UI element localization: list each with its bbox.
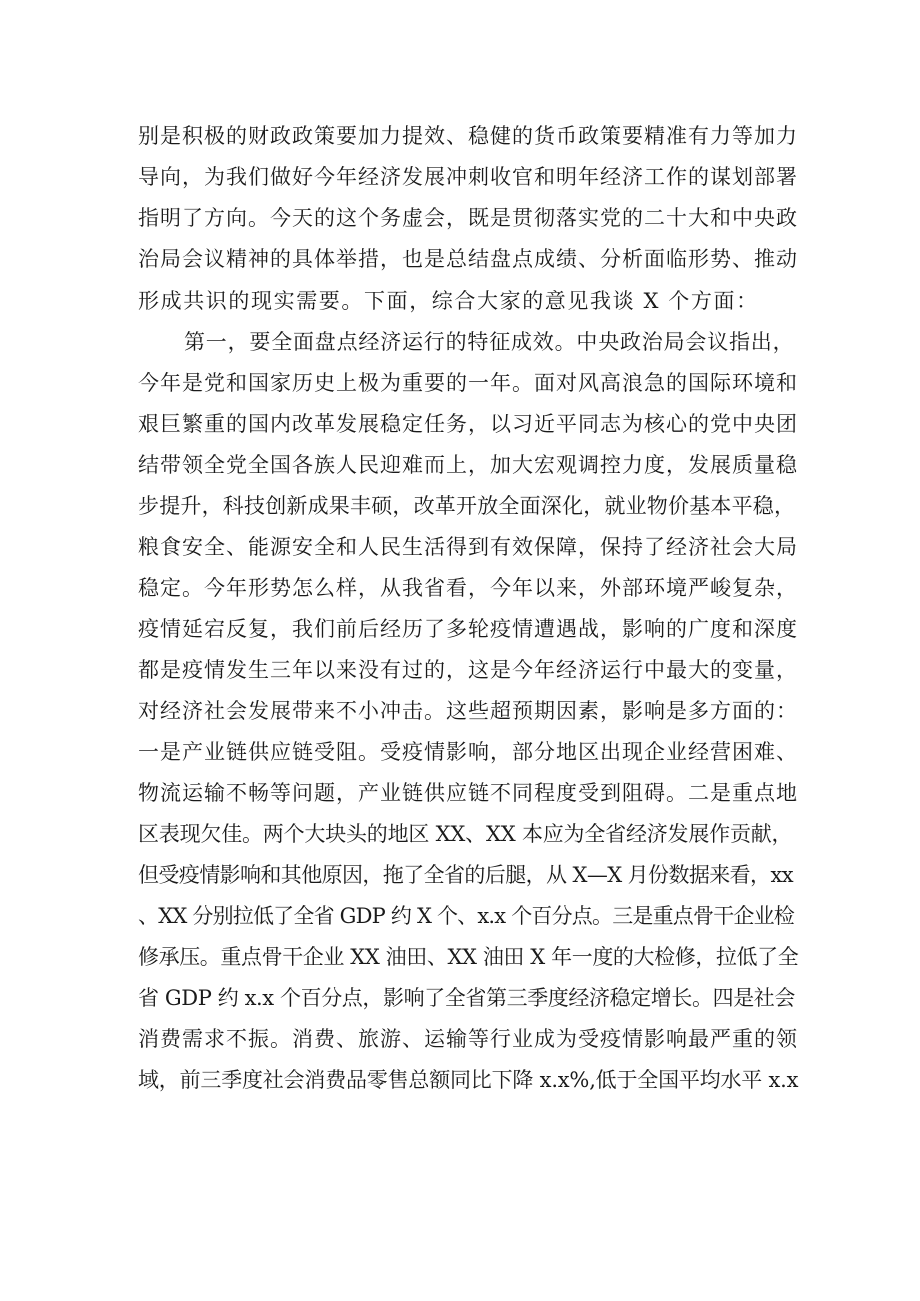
text-line: 修承压。重点骨干企业 XX 油田、XX 油田 X 年一度的大检修，拉低了全 xyxy=(138,945,799,969)
text-line: 今年是党和国家历史上极为重要的一年。面对风高浪急的国际环境和 xyxy=(138,371,798,395)
text-line: 物流运输不畅等问题，产业链供应链不同程度受到阻碍。二是重点地 xyxy=(138,781,798,805)
text-line: 形成共识的现实需要。下面，综合大家的意见我谈 X 个方面： xyxy=(138,289,759,313)
text-line: 指明了方向。今天的这个务虚会，既是贯彻落实党的二十大和中央政 xyxy=(138,206,798,230)
text-line: 稳定。今年形势怎么样，从我省看，今年以来，外部环境严峻复杂， xyxy=(138,576,798,600)
text-line: 导向，为我们做好今年经济发展冲刺收官和明年经济工作的谋划部署 xyxy=(138,165,798,189)
text-line: 步提升，科技创新成果丰硕，改革开放全面深化，就业物价基本平稳， xyxy=(138,494,796,518)
text-line: 域，前三季度社会消费品零售总额同比下降 x.x%,低于全国平均水平 x.x xyxy=(138,1068,799,1092)
text-line: 粮食安全、能源安全和人民生活得到有效保障，保持了经济社会大局 xyxy=(138,535,798,559)
text-line: 一是产业链供应链受阻。受疫情影响，部分地区出现企业经营困难、 xyxy=(138,740,798,764)
text-line: 但受疫情影响和其他原因，拖了全省的后腿，从 X—X 月份数据来看，xx xyxy=(138,863,793,887)
text-line: 对经济社会发展带来不小冲击。这些超预期因素，影响是多方面的： xyxy=(138,699,798,723)
text-line: 都是疫情发生三年以来没有过的，这是今年经济运行中最大的变量， xyxy=(138,658,798,682)
paragraph-first-line: 第一，要全面盘点经济运行的特征成效。中央政治局会议指出， xyxy=(184,330,795,354)
text-line: 别是积极的财政政策要加力提效、稳健的货币政策要精准有力等加力 xyxy=(138,124,798,148)
text-line: 疫情延宕反复，我们前后经历了多轮疫情遭遇战，影响的广度和深度 xyxy=(138,617,798,641)
text-line: 结带领全党全国各族人民迎难而上，加大宏观调控力度，发展质量稳 xyxy=(138,453,798,477)
text-line: 治局会议精神的具体举措，也是总结盘点成绩、分析面临形势、推动 xyxy=(138,247,798,271)
text-line: 艰巨繁重的国内改革发展稳定任务，以习近平同志为核心的党中央团 xyxy=(138,412,798,436)
text-line: 区表现欠佳。两个大块头的地区 XX、XX 本应为全省经济发展作贡献， xyxy=(138,822,793,846)
text-line: 、XX 分别拉低了全省 GDP 约 X 个、x.x 个百分点。三是重点骨干企业检 xyxy=(138,904,795,928)
text-line: 省 GDP 约 x.x 个百分点，影响了全省第三季度经济稳定增长。四是社会 xyxy=(138,986,796,1010)
text-line: 消费需求不振。消费、旅游、运输等行业成为受疫情影响最严重的领 xyxy=(138,1027,798,1051)
